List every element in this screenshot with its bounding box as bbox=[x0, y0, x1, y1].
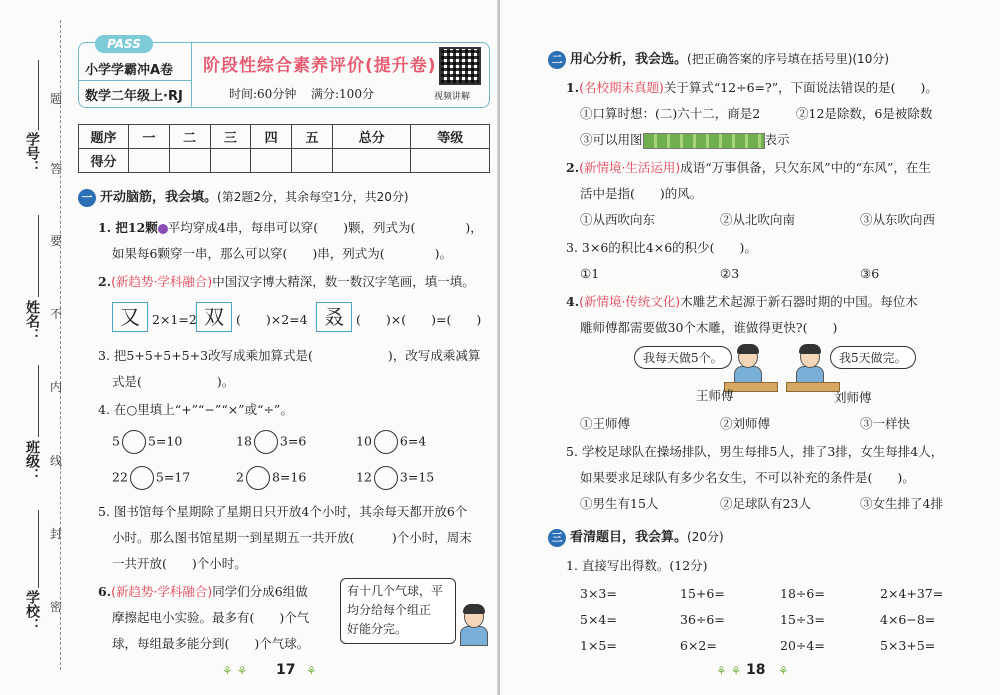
question-3-line-2: 式是( )。 bbox=[112, 374, 235, 389]
right-page bbox=[500, 0, 1000, 695]
table-cell: 四 bbox=[251, 125, 292, 149]
series-name: 小学学霸冲A卷 bbox=[85, 63, 174, 78]
table-row bbox=[79, 149, 490, 173]
carver-name: 刘师傅 bbox=[834, 390, 872, 405]
option[interactable]: ②从北吹向南 bbox=[720, 212, 796, 227]
question-tag: (名校期末真题) bbox=[579, 80, 664, 95]
calc-item[interactable]: 4×6−8= bbox=[880, 612, 936, 627]
operator-item: 5 5=10 bbox=[112, 430, 182, 454]
seal-char: 密 bbox=[50, 600, 63, 614]
table-cell: 题序 bbox=[79, 125, 129, 149]
calc-item[interactable]: 1×5= bbox=[580, 638, 617, 653]
seal-char: 要 bbox=[50, 234, 63, 248]
question-tag: (新趋势·学科融合) bbox=[111, 584, 213, 599]
bubble-line: 均分给每个组正 bbox=[347, 603, 432, 618]
question-tag: (新情境·生活运用) bbox=[579, 160, 681, 175]
calc-item[interactable]: 18÷6= bbox=[780, 586, 825, 601]
question-6-line-2: 摩擦起电小实验。最多有( )个气 bbox=[112, 610, 310, 625]
section-badge: 一 bbox=[78, 189, 96, 207]
speech-bubble: 我每天做5个。 bbox=[634, 346, 732, 369]
carver-name: 王师傅 bbox=[696, 388, 734, 403]
score-cell[interactable] bbox=[129, 149, 170, 173]
score-cell[interactable] bbox=[251, 149, 292, 173]
equation-blank[interactable]: ( )×( )=( ) bbox=[356, 312, 482, 327]
seal-char: 题 bbox=[50, 92, 63, 106]
left-page bbox=[0, 0, 498, 695]
calc-item[interactable]: 3×3= bbox=[580, 586, 617, 601]
equation-blank[interactable]: ( )×2=4 bbox=[236, 312, 308, 327]
name-line[interactable] bbox=[38, 215, 39, 297]
question-1-line-1 bbox=[98, 220, 483, 235]
question-6-line-3: 球，每组最多能分到( )个气球。 bbox=[112, 636, 310, 651]
hanzi-box: 双 bbox=[196, 302, 232, 332]
seal-char: 内 bbox=[50, 380, 63, 394]
exam-title: 阶段性综合素养评价(提升卷) bbox=[203, 56, 437, 76]
table-row bbox=[79, 125, 490, 149]
question-1: 1. 直接写出得数。(12分) bbox=[566, 558, 708, 573]
exam-header bbox=[78, 37, 490, 108]
operator-circle[interactable] bbox=[374, 430, 398, 454]
bead-icon bbox=[158, 224, 168, 234]
pass-logo: PASS bbox=[95, 35, 153, 53]
question-3-line-1: 3. 把5+5+5+5+3改写成乘加算式是( )，改写成乘减算 bbox=[98, 348, 481, 363]
operator-circle[interactable] bbox=[130, 466, 154, 490]
score-cell[interactable] bbox=[332, 149, 411, 173]
calc-item[interactable]: 2×4+37= bbox=[880, 586, 944, 601]
question-text: 同学们分成6组做 bbox=[212, 584, 308, 599]
option[interactable]: ②刘师傅 bbox=[720, 416, 771, 431]
question-text: 关于算式“12÷6=?”，下面说法错误的是( )。 bbox=[663, 80, 938, 95]
section-note: (20分) bbox=[687, 530, 724, 544]
tree-group-icon bbox=[643, 133, 765, 149]
operator-circle[interactable] bbox=[254, 430, 278, 454]
table-cell: 三 bbox=[210, 125, 251, 149]
carver-icon bbox=[732, 346, 764, 386]
question-2-line-1: 2.(新情境·生活运用)成语“万事俱备，只欠东风”中的“东风”，在生 bbox=[566, 160, 931, 175]
school-line[interactable] bbox=[38, 510, 39, 588]
exam-full-score: 满分:100分 bbox=[311, 87, 374, 101]
operator-circle[interactable] bbox=[122, 430, 146, 454]
operator-item: 12 3=15 bbox=[356, 466, 434, 490]
question-text: 中国汉字博大精深，数一数汉字笔画，填一填。 bbox=[212, 274, 475, 289]
option[interactable]: ①口算时想：(二)六十二，商是2 bbox=[580, 106, 761, 121]
score-cell[interactable] bbox=[411, 149, 490, 173]
sprout-icon: ⚘ bbox=[778, 664, 789, 678]
question-1: 1.(名校期末真题)关于算式“12÷6=?”，下面说法错误的是( )。 bbox=[566, 80, 938, 95]
section-3-heading bbox=[548, 526, 724, 547]
question-text: 1. 把12颗 bbox=[98, 220, 158, 235]
calc-item[interactable]: 36÷6= bbox=[680, 612, 725, 627]
operator-item: 2 8=16 bbox=[236, 466, 306, 490]
equation: 2×1=2 bbox=[152, 312, 197, 327]
operator-item: 10 6=4 bbox=[356, 430, 426, 454]
section-title: 看清题目，我会算。 bbox=[570, 530, 688, 545]
speech-bubble: 我5天做完。 bbox=[830, 346, 916, 369]
operator-item: 18 3=6 bbox=[236, 430, 306, 454]
workbench-icon bbox=[786, 382, 840, 392]
score-cell[interactable] bbox=[292, 149, 333, 173]
speech-bubble bbox=[340, 578, 456, 644]
class-label: 班级： bbox=[24, 440, 40, 482]
question-tag: (新情境·传统文化) bbox=[579, 294, 681, 309]
cut-line bbox=[60, 20, 61, 670]
student-id-line[interactable] bbox=[38, 60, 39, 130]
section-note: (把正确答案的序号填在括号里)(10分) bbox=[687, 52, 890, 66]
table-cell: 等级 bbox=[411, 125, 490, 149]
name-label: 姓名： bbox=[24, 300, 40, 342]
section-2-heading bbox=[548, 48, 889, 69]
seal-char: 答 bbox=[50, 162, 63, 176]
sprout-icon: ⚘ ⚘ bbox=[716, 664, 742, 678]
calc-item[interactable]: 6×2= bbox=[680, 638, 717, 653]
calc-item[interactable]: 5×3+5= bbox=[880, 638, 936, 653]
hanzi-box: 叒 bbox=[316, 302, 352, 332]
hanzi-box: 又 bbox=[112, 302, 148, 332]
qr-code-icon[interactable] bbox=[439, 47, 481, 85]
carver-icon bbox=[794, 346, 826, 386]
seal-char: 不 bbox=[50, 307, 63, 321]
operator-item: 22 5=17 bbox=[112, 466, 190, 490]
binding-strip bbox=[0, 0, 70, 695]
question-4-line-1: 4.(新情境·传统文化)木雕艺术起源于新石器时期的中国。每位木 bbox=[566, 294, 918, 309]
option[interactable]: ②足球队有23人 bbox=[720, 496, 811, 511]
calc-item[interactable]: 15÷3= bbox=[780, 612, 825, 627]
page-number: 17 bbox=[276, 662, 296, 678]
option[interactable]: ①1 bbox=[580, 266, 600, 281]
question-5-line-3: 一共开放( )个小时。 bbox=[112, 556, 247, 571]
operator-circle[interactable] bbox=[246, 466, 270, 490]
calc-item[interactable]: 5×4= bbox=[580, 612, 617, 627]
table-cell: 一 bbox=[129, 125, 170, 149]
page-number: 18 bbox=[746, 662, 766, 678]
section-note: (第2题2分，其余每空1分，共20分) bbox=[217, 190, 409, 204]
question-2: 2.(新趋势·学科融合)中国汉字博大精深，数一数汉字笔画，填一填。 bbox=[98, 274, 475, 289]
question-text: 木雕艺术起源于新石器时期的中国。每位木 bbox=[680, 294, 918, 309]
class-line[interactable] bbox=[38, 365, 39, 437]
grade-label: 数学二年级上·RJ bbox=[85, 89, 183, 104]
sprout-icon: ⚘ ⚘ bbox=[222, 664, 248, 678]
question-3: 3. 3×6的积比4×6的积少( )。 bbox=[566, 240, 757, 255]
score-table bbox=[78, 124, 490, 173]
sprout-icon: ⚘ bbox=[306, 664, 317, 678]
seal-char: 封 bbox=[50, 527, 63, 541]
section-badge: 三 bbox=[548, 529, 566, 547]
table-cell: 五 bbox=[292, 125, 333, 149]
question-text: 平均穿成4串，每串可以穿( )颗，列式为( )， bbox=[167, 220, 483, 235]
question-6-line-1: 6.(新趋势·学科融合)同学们分成6组做 bbox=[98, 584, 308, 599]
section-badge: 二 bbox=[548, 51, 566, 69]
option[interactable]: ③可以用图 表示 bbox=[580, 132, 790, 147]
table-cell: 总分 bbox=[332, 125, 411, 149]
score-cell[interactable] bbox=[169, 149, 210, 173]
question-5-line-1: 5. 学校足球队在操场排队，男生每排5人，排了3排，女生每排4人， bbox=[566, 444, 944, 459]
exam-time: 时间:60分钟 bbox=[229, 87, 297, 101]
section-title: 开动脑筋，我会填。 bbox=[100, 190, 218, 205]
question-4: 4. 在○里填上“+”“−”“×”或“÷”。 bbox=[98, 402, 293, 417]
question-text: 成语“万事俱备，只欠东风”中的“东风”，在生 bbox=[680, 160, 931, 175]
operator-circle[interactable] bbox=[374, 466, 398, 490]
teacher-icon bbox=[458, 606, 490, 646]
question-5-line-1: 5. 图书馆每个星期除了星期日只开放4个小时，其余每天都开放6个 bbox=[98, 504, 468, 519]
question-tag: (新趋势·学科融合) bbox=[111, 274, 213, 289]
student-id-label: 学号： bbox=[24, 132, 40, 174]
calc-item[interactable]: 20÷4= bbox=[780, 638, 825, 653]
option[interactable]: ③女生排了4排 bbox=[860, 496, 943, 511]
seal-char: 线 bbox=[50, 454, 63, 468]
option[interactable]: ①从西吹向东 bbox=[580, 212, 656, 227]
section-title: 用心分析，我会选。 bbox=[570, 52, 688, 67]
option[interactable]: ③一样快 bbox=[860, 416, 911, 431]
header-divider bbox=[79, 80, 191, 81]
bubble-line: 好能分完。 bbox=[347, 622, 408, 637]
school-label: 学校： bbox=[24, 590, 40, 632]
question-4-line-2: 雕师傅都需要做30个木雕，谁做得更快?( ) bbox=[580, 320, 838, 335]
bubble-line: 有十几个气球，平 bbox=[347, 584, 444, 598]
question-2-line-2: 活中是指( )的风。 bbox=[580, 186, 703, 201]
option[interactable]: ①男生有15人 bbox=[580, 496, 659, 511]
section-1-heading bbox=[78, 186, 409, 207]
option[interactable]: ①王师傅 bbox=[580, 416, 631, 431]
score-cell[interactable] bbox=[210, 149, 251, 173]
table-cell: 得分 bbox=[79, 149, 129, 173]
video-label: 视频讲解 bbox=[434, 92, 471, 102]
option[interactable]: ②3 bbox=[720, 266, 740, 281]
option[interactable]: ②12是除数，6是被除数 bbox=[796, 106, 933, 121]
option[interactable]: ③从东吹向西 bbox=[860, 212, 936, 227]
table-cell: 二 bbox=[169, 125, 210, 149]
option[interactable]: ③6 bbox=[860, 266, 880, 281]
calc-item[interactable]: 15+6= bbox=[680, 586, 725, 601]
question-5-line-2: 如果要求足球队有多少名女生，不可以补充的条件是( )。 bbox=[580, 470, 915, 485]
question-5-line-2: 小时。那么图书馆星期一到星期五一共开放( )个小时，周末 bbox=[112, 530, 472, 545]
header-divider bbox=[191, 43, 192, 107]
question-1-line-2: 如果每6颗穿一串，那么可以穿( )串，列式为( )。 bbox=[112, 246, 452, 261]
